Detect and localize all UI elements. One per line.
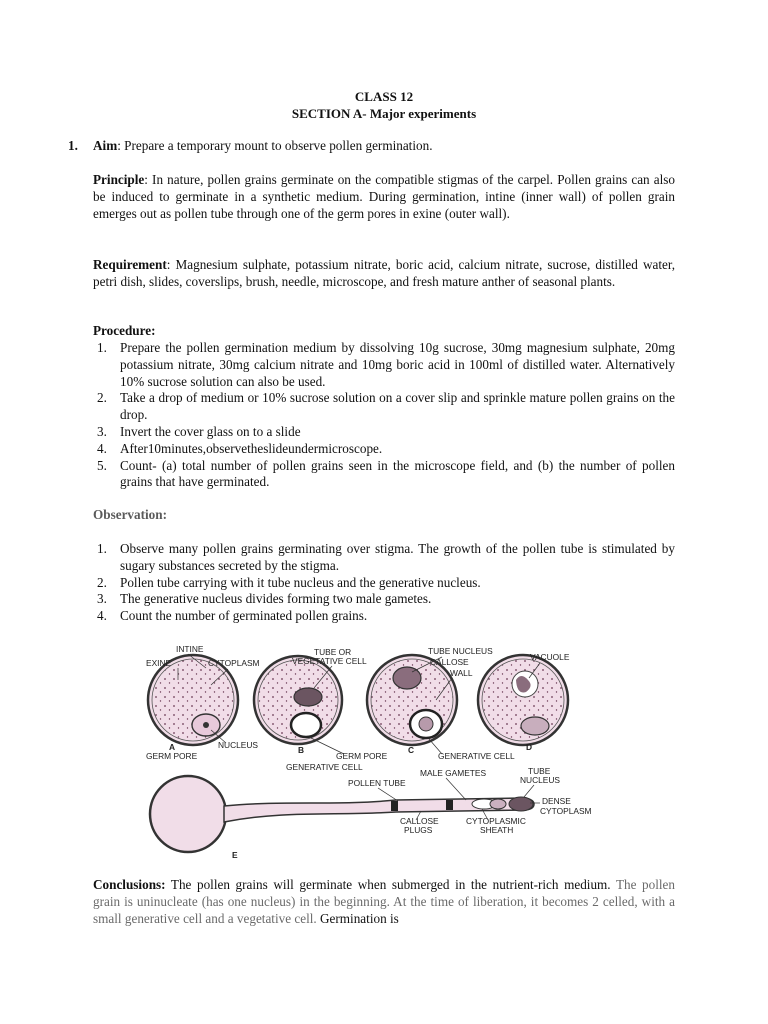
pollen-grain-b [254, 656, 342, 744]
list-item: 2. Take a drop of medium or 10% sucrose solution on a cover slip and sprinkle mature pollen grains on the drop. [97, 390, 675, 423]
aim-paragraph [93, 138, 675, 155]
list-item: 4. After10minutes,observetheslideundermicroscope. [97, 440, 383, 456]
section-heading: SECTION A- Major experiments [291, 106, 477, 121]
aim-text: : Prepare a temporary mount to observe pollen germination. [117, 138, 433, 153]
class-heading: CLASS 12 [354, 89, 414, 104]
label-pollen-tube: POLLEN TUBE [348, 778, 406, 788]
label-germ-pore-a: GERM PORE [146, 751, 198, 761]
pollen-germination-diagram [136, 640, 606, 865]
pollen-grain-a [148, 655, 238, 745]
label-cytoplasm-e: CYTOPLASM [540, 806, 592, 816]
conclusions-text-3: Germination is [316, 910, 399, 926]
procedure-heading: Procedure: [93, 323, 156, 338]
conclusions-paragraph [93, 877, 675, 927]
requirement-label: Requirement [93, 257, 167, 272]
pollen-grain-e [150, 776, 534, 852]
label-nucleus: NUCLEUS [218, 740, 259, 750]
label-dense: DENSE [542, 796, 571, 806]
label-vegetative-cell: VEGETATIVE CELL [292, 656, 367, 666]
observation-heading: Observation: [93, 507, 167, 522]
label-germ-pore-b: GERM PORE [336, 751, 388, 761]
label-tube-e1: TUBE [528, 766, 551, 776]
label-generative-cell-b: GENERATIVE CELL [286, 762, 363, 772]
label-e: E [232, 850, 238, 860]
principle-paragraph [93, 172, 675, 222]
conclusions-label: Conclusions: [93, 877, 166, 892]
list-item: 1. Observe many pollen grains germinating over stigma. The growth of the pollen tube is stimulated by sugary substances secreted by the stigma. [97, 541, 675, 573]
label-d: D [526, 742, 533, 752]
label-cyto-sheath-1: CYTOPLASMIC [466, 816, 526, 826]
label-b: B [298, 745, 305, 755]
label-wall: WALL [450, 668, 473, 678]
pollen-grain-c [367, 655, 457, 745]
label-intine: INTINE [176, 644, 204, 654]
requirement-text: : Magnesium sulphate, potassium nitrate, boric acid, calcium nitrate, sucrose, distilled water, petri dish, slides, coverslips, brush, needle, microscope, and fresh mature anther of seasonal plants. [93, 257, 675, 289]
label-tube-or: TUBE OR [314, 647, 352, 657]
experiment-number: 1. [68, 138, 78, 153]
label-cytoplasm: CYTOPLASM [208, 658, 260, 668]
list-item: 4. Count the number of germinated pollen grains. [97, 608, 368, 624]
label-callose: CALLOSE [430, 657, 469, 667]
pollen-grain-d [478, 655, 568, 745]
label-tube-nucleus: TUBE NUCLEUS [428, 646, 493, 656]
label-exine: EXINE [146, 658, 172, 668]
requirement-paragraph [93, 257, 675, 291]
principle-text: : In nature, pollen grains germinate on the compatible stigmas of the carpel. Pollen grains can also be induced to germinate in a synthetic medium. During germination, intine (inner wall) of pollen grain emerges out as pollen tube through one of the germ pores in exine (outer wall). [93, 172, 675, 221]
conclusions-text-1: The pollen grains will germinate when submerged in the nutrient-rich medium. [165, 877, 611, 892]
label-c: C [408, 745, 415, 755]
list-item: 1. Prepare the pollen germination medium by dissolving 10g sucrose, 30mg magnesium sulphate, 20mg potassium nitrate, 30mg calcium nitrate and 10mg boric acid in 100ml of distilled water. Alternatively 10% sucrose solution can also be used. [97, 340, 675, 389]
list-item: 2. Pollen tube carrying with it tube nucleus and the generative nucleus. [97, 574, 481, 590]
list-item: 5. Count- (a) total number of pollen grains seen in the microscope field, and (b) the number of pollen grains that have germinated. [97, 457, 675, 490]
list-item: 3. The generative nucleus divides forming two male gametes. [97, 591, 432, 607]
principle-label: Principle [93, 172, 145, 187]
procedure-list [93, 340, 675, 491]
observation-list [93, 541, 675, 625]
label-vacuole: VACUOLE [530, 652, 570, 662]
label-nucleus-e2: NUCLEUS [520, 775, 561, 785]
aim-label: Aim [93, 138, 118, 153]
label-cyto-sheath-2: SHEATH [480, 825, 514, 835]
conclusions-text-2: The pollen grain is uninucleate (has one nucleus) in the beginning. At the time of liberation, it becomes 2 celled, with a small generative cell and a vegetative cell. [93, 877, 675, 926]
label-callose-plugs-1: CALLOSE [400, 816, 439, 826]
label-a: A [169, 742, 176, 752]
label-male-gametes: MALE GAMETES [420, 768, 487, 778]
label-callose-plugs-2: PLUGS [404, 825, 433, 835]
list-item: 3. Invert the cover glass on to a slide [97, 423, 301, 439]
label-generative-cell-c: GENERATIVE CELL [438, 751, 515, 761]
